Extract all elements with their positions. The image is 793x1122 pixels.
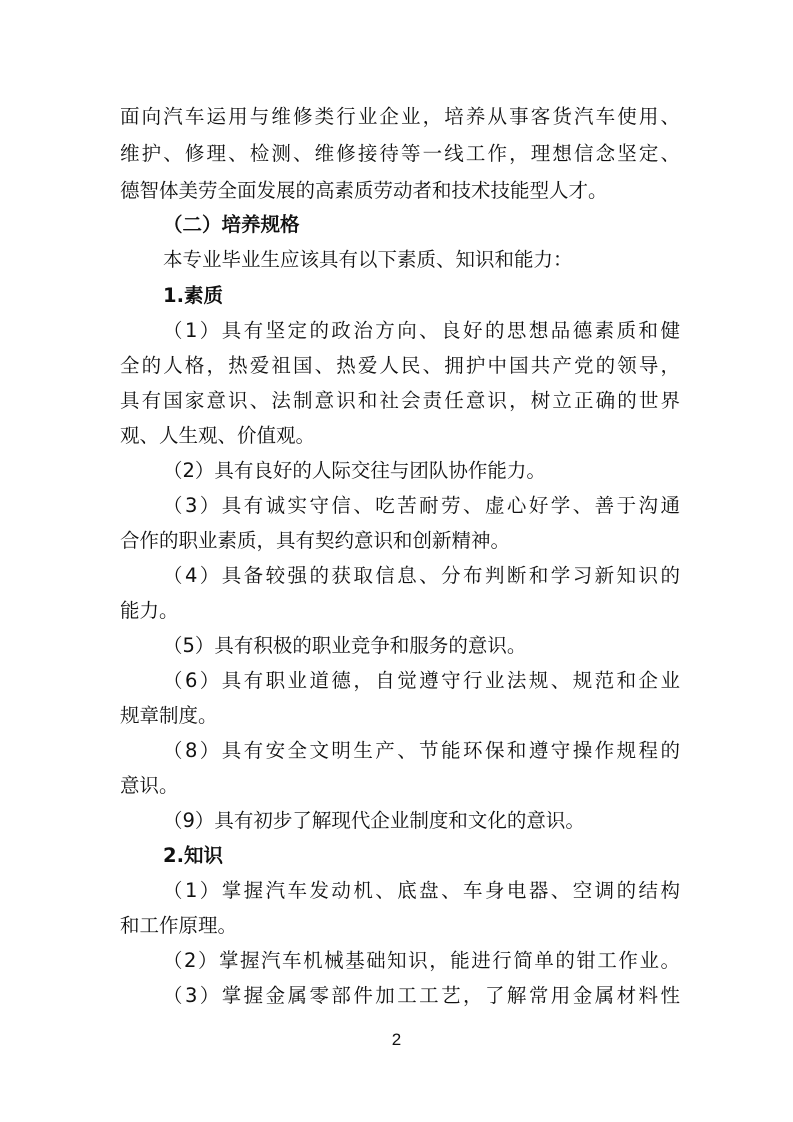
list-item-line: （1）具有坚定的政治方向、良好的思想品德素质和健 [163, 319, 680, 342]
list-item-line: （9）具有初步了解现代企业制度和文化的意识。 [163, 809, 585, 832]
list-item-line: 规章制度。 [120, 704, 218, 727]
paragraph-line: 本专业毕业生应该具有以下素质、知识和能力： [163, 248, 573, 271]
list-item-line: 合作的职业素质，具有契约意识和创新精神。 [120, 529, 511, 552]
section-heading: （二）培养规格 [163, 213, 300, 236]
list-item-line: （4）具备较强的获取信息、分布判断和学习新知识的 [163, 564, 680, 587]
list-item-line: （2）掌握汽车机械基础知识，能进行简单的钳工作业。 [163, 949, 680, 972]
list-item-line: （3）具有诚实守信、吃苦耐劳、虚心好学、善于沟通 [163, 494, 680, 517]
list-item-line: 和工作原理。 [120, 914, 238, 937]
list-item-line: （5）具有积极的职业竞争和服务的意识。 [163, 634, 527, 657]
paragraph-line: 维护、修理、检测、维修接待等一线工作，理想信念坚定、 [120, 142, 680, 165]
list-item-line: 能力。 [120, 599, 179, 622]
paragraph-line: 德智体美劳全面发展的高素质劳动者和技术技能型人才。 [120, 179, 608, 202]
list-item-line: 具有国家意识、法制意识和社会责任意识，树立正确的世界 [120, 389, 680, 412]
list-item-line: （6）具有职业道德，自觉遵守行业法规、规范和企业 [163, 669, 680, 692]
list-item-line: （1）掌握汽车发动机、底盘、车身电器、空调的结构 [163, 879, 680, 902]
list-item-line: 观、人生观、价值观。 [120, 424, 316, 447]
page-number: 2 [391, 1030, 402, 1049]
list-item-line: 意识。 [120, 774, 179, 797]
paragraph-line: 面向汽车运用与维修类行业企业，培养从事客货汽车使用、 [120, 105, 680, 128]
list-item-line: （8）具有安全文明生产、节能环保和遵守操作规程的 [163, 739, 680, 762]
list-item-line: 全的人格，热爱祖国、热爱人民、拥护中国共产党的领导， [120, 354, 680, 377]
subsection-heading: 2.知识 [163, 844, 223, 867]
subsection-heading: 1.素质 [163, 284, 223, 307]
list-item-line: （2）具有良好的人际交往与团队协作能力。 [163, 459, 546, 482]
list-item-line: （3）掌握金属零部件加工工艺，了解常用金属材料性 [163, 984, 680, 1007]
